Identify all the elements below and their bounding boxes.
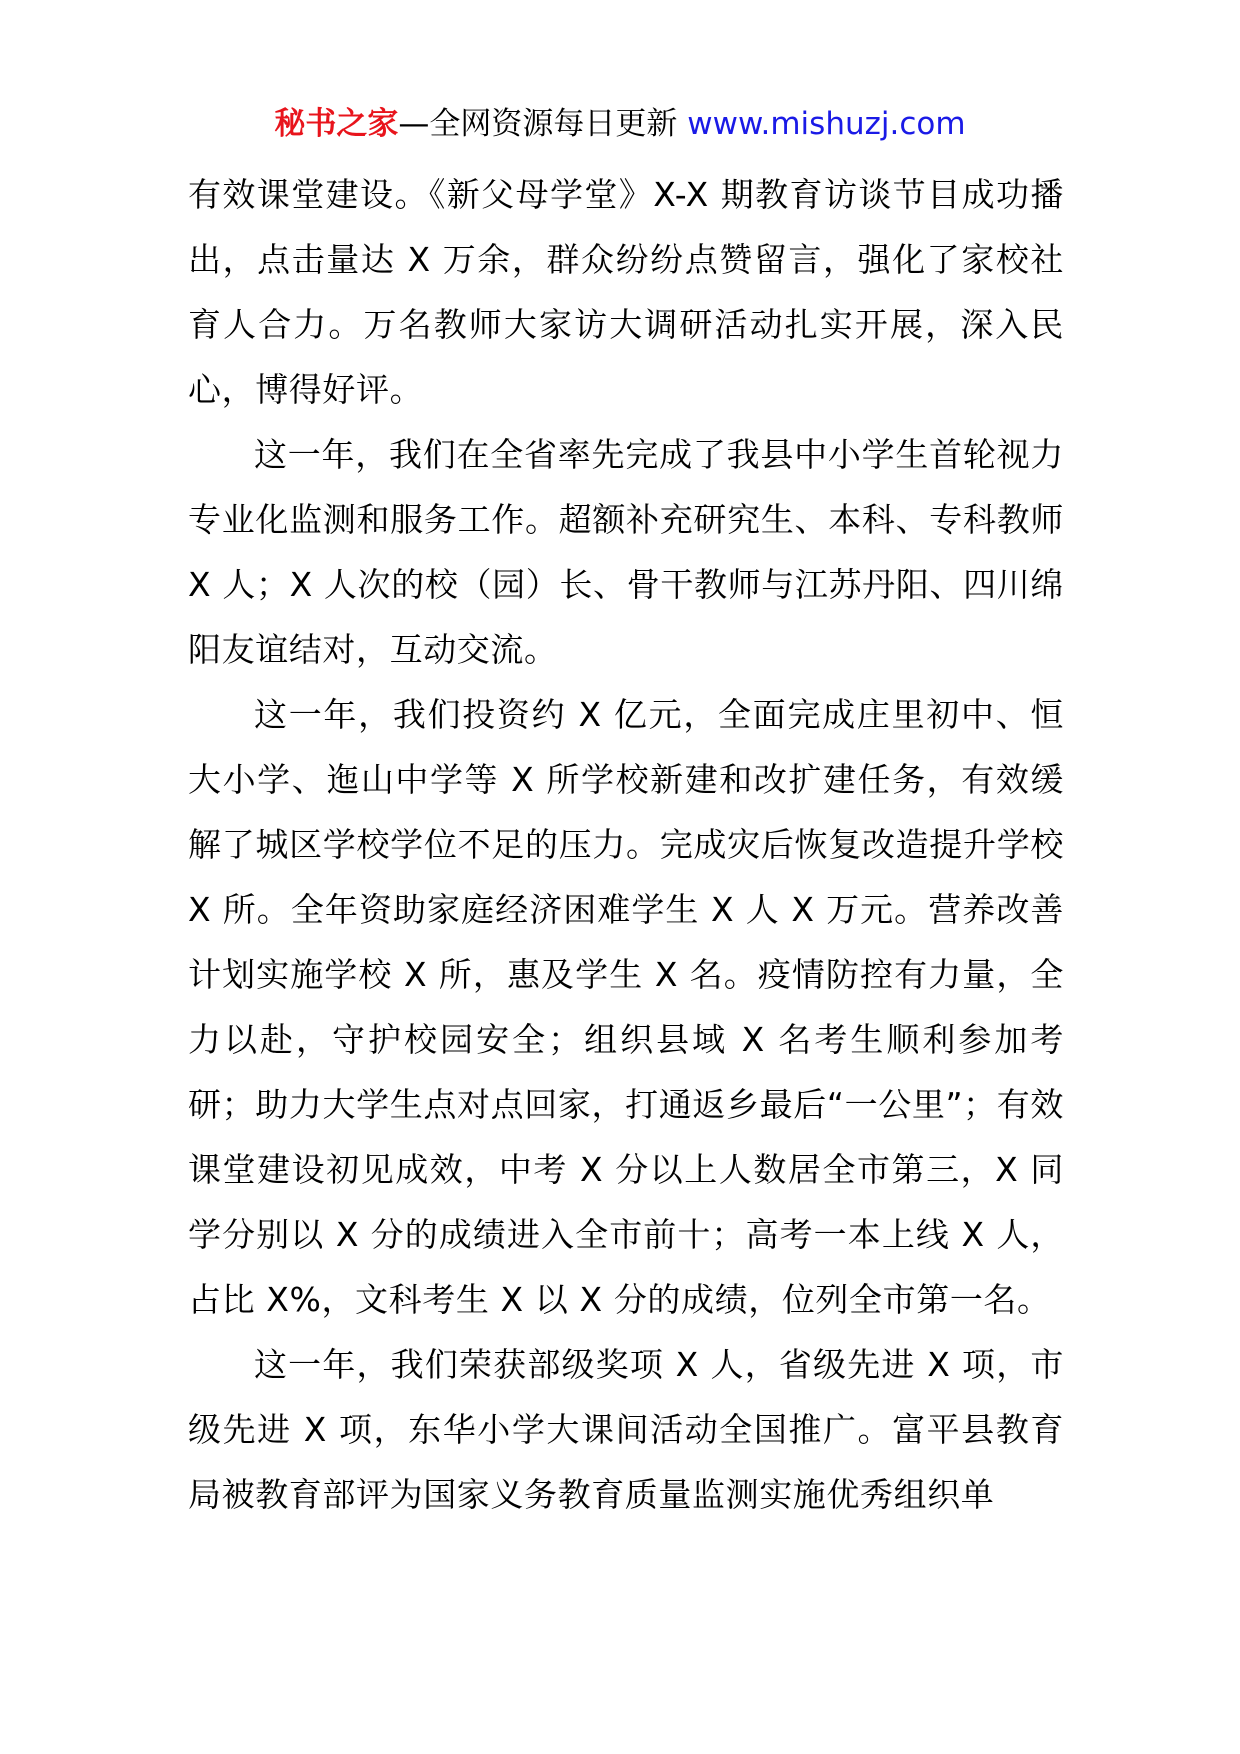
document-body [188, 162, 1064, 1527]
paragraph: 这一年，我们投资约 X 亿元，全面完成庄里初中、恒大小学、迤山中学等 X 所学校新建和改扩建任务，有效缓解了城区学校学位不足的压力。完成灾后恢复改造提升学校 X 所。全年资助家庭经济困难学生 X 人 X 万元。营养改善计划实施学校 X 所，惠及学生 X 名。疫情防控有力量，全力以赴，守护校园安全；组织县域 X 名考生顺利参加考研；助力大学生点对点回家，打通返乡最后“一公里”；有效课堂建设初见成效，中考 X 分以上人数居全市第三，X 同学分别以 X 分的成绩进入全市前十；高考一本上线 X 人，占比 X%，文科考生 X 以 X 分的成绩，位列全市第一名。 [188, 695, 1064, 1319]
paragraph: 这一年，我们荣获部级奖项 X 人，省级先进 X 项，市级先进 X 项，东华小学大课间活动全国推广。富平县教育局被教育部评为国家义务教育质量监测实施优秀组织单 [188, 1345, 1064, 1514]
header-tagline: —全网资源每日更新 [398, 106, 678, 142]
site-url-link[interactable]: www.mishuzj.com [687, 106, 966, 142]
watermark-header [0, 100, 1240, 148]
brand-name: 秘书之家 [274, 106, 399, 142]
paragraph: 有效课堂建设。《新父母学堂》X-X 期教育访谈节目成功播出，点击量达 X 万余，群众纷纷点赞留言，强化了家校社育人合力。万名教师大家访大调研活动扎实开展，深入民心，博得好评。 [188, 175, 1064, 409]
paragraph: 这一年，我们在全省率先完成了我县中小学生首轮视力专业化监测和服务工作。超额补充研究生、本科、专科教师 X 人；X 人次的校（园）长、骨干教师与江苏丹阳、四川绵阳友谊结对，互动交流。 [188, 435, 1064, 669]
